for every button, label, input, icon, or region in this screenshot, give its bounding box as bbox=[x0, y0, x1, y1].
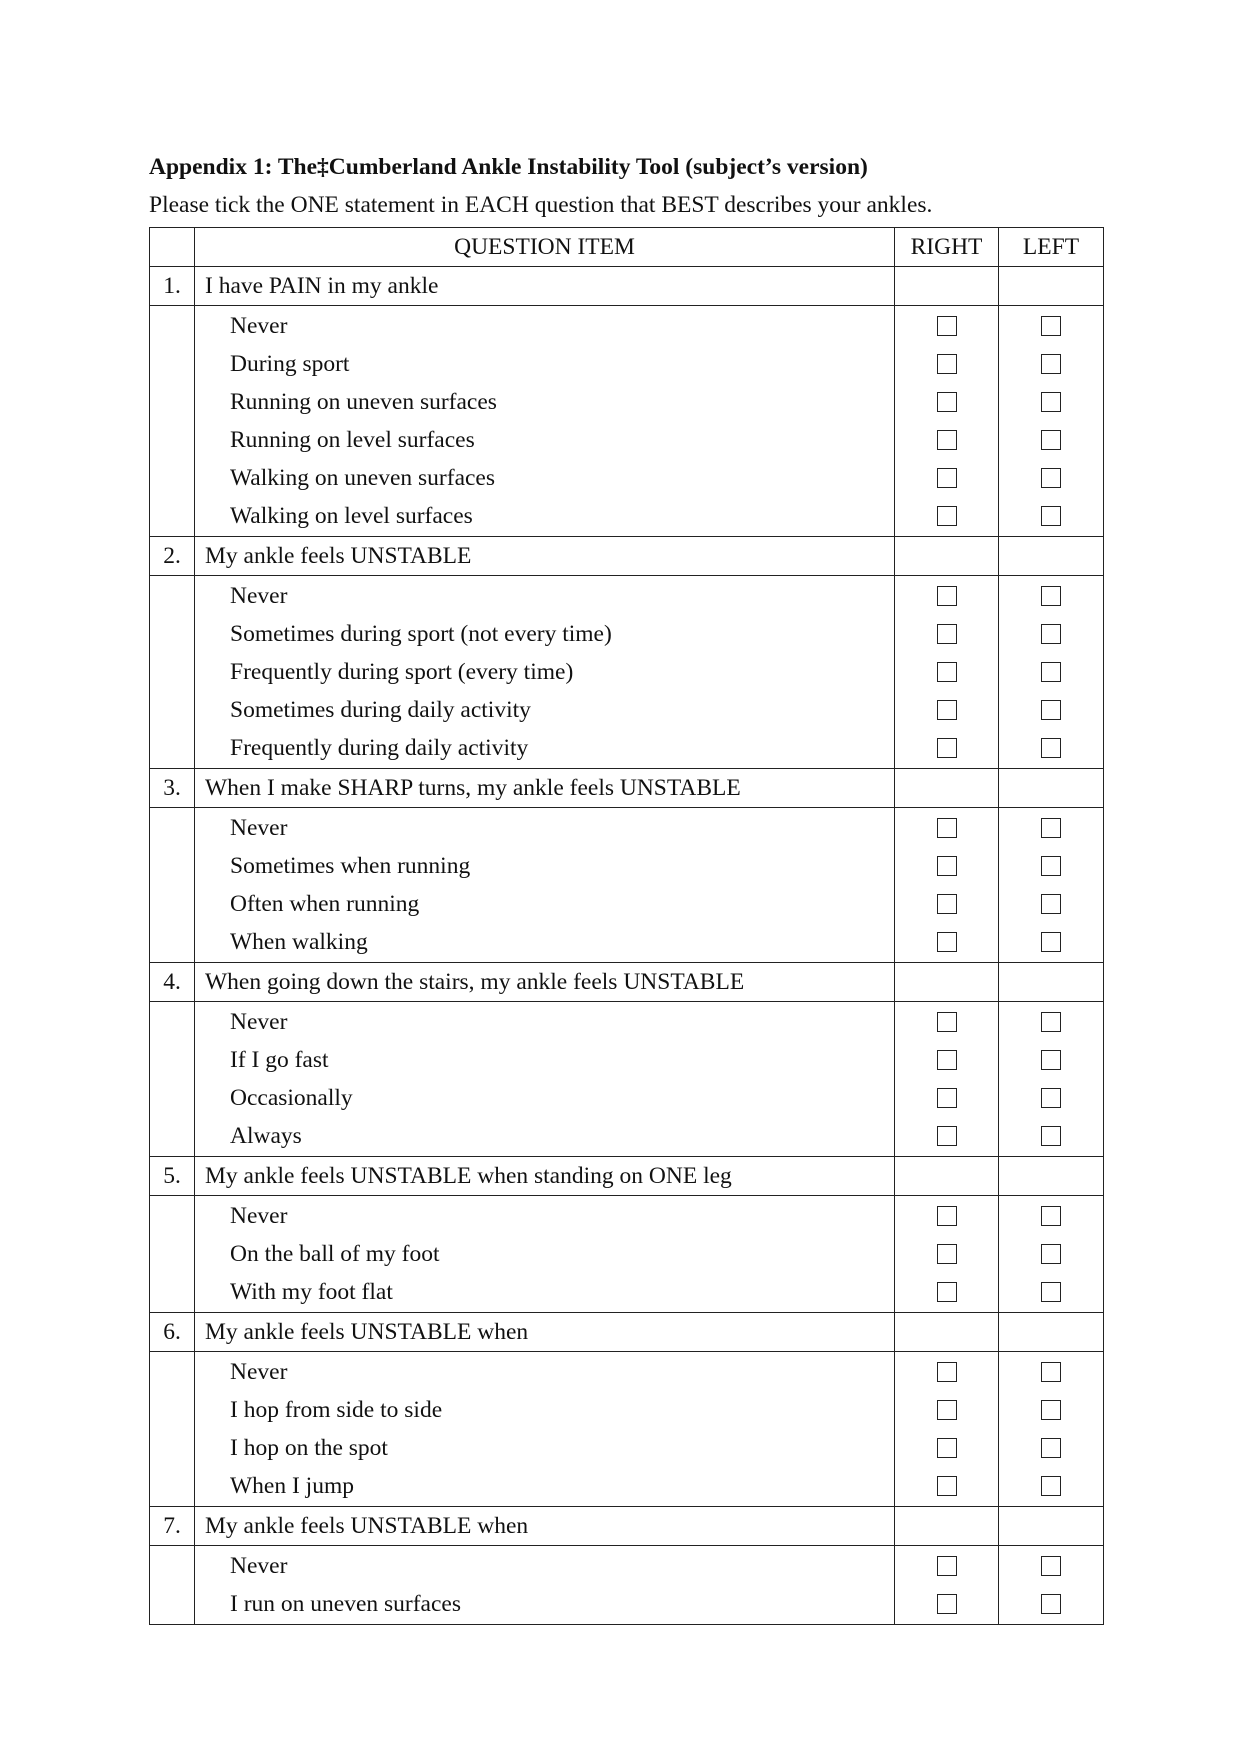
left-checkbox-cell bbox=[999, 1196, 1104, 1313]
option-label: Never bbox=[230, 1553, 288, 1579]
left-checkbox-cell bbox=[999, 306, 1104, 537]
left-checkbox[interactable] bbox=[1041, 354, 1061, 374]
left-checkbox[interactable] bbox=[1041, 586, 1061, 606]
left-checkbox[interactable] bbox=[1041, 1556, 1061, 1576]
left-checkbox-cell bbox=[999, 808, 1104, 963]
option-label: Sometimes during daily activity bbox=[230, 697, 531, 723]
right-box-wrap bbox=[895, 497, 998, 535]
right-box-wrap bbox=[895, 809, 998, 847]
right-checkbox[interactable] bbox=[937, 354, 957, 374]
right-box-wrap bbox=[895, 1467, 998, 1505]
left-box-wrap bbox=[999, 615, 1103, 653]
options-row-4 bbox=[150, 1002, 1104, 1157]
header-row bbox=[150, 228, 1104, 267]
left-checkbox[interactable] bbox=[1041, 1244, 1061, 1264]
right-checkbox[interactable] bbox=[937, 1556, 957, 1576]
left-checkbox[interactable] bbox=[1041, 738, 1061, 758]
header-blank bbox=[150, 228, 195, 267]
options-row-5 bbox=[150, 1196, 1104, 1313]
right-checkbox-cell bbox=[895, 1352, 999, 1507]
option-label: On the ball of my foot bbox=[230, 1241, 440, 1267]
right-checkbox[interactable] bbox=[937, 586, 957, 606]
number-cell-empty bbox=[150, 808, 195, 963]
left-checkbox-cell bbox=[999, 576, 1104, 769]
right-checkbox[interactable] bbox=[937, 818, 957, 838]
options-row-1 bbox=[150, 306, 1104, 537]
left-checkbox[interactable] bbox=[1041, 700, 1061, 720]
left-checkbox[interactable] bbox=[1041, 1050, 1061, 1070]
left-checkbox[interactable] bbox=[1041, 1400, 1061, 1420]
question-body bbox=[150, 267, 1104, 1625]
right-box-wrap bbox=[895, 1041, 998, 1079]
right-checkbox[interactable] bbox=[937, 1476, 957, 1496]
option-label: If I go fast bbox=[230, 1047, 329, 1073]
left-box-wrap bbox=[999, 307, 1103, 345]
left-box-wrap bbox=[999, 577, 1103, 615]
left-box-wrap bbox=[999, 497, 1103, 535]
options-row-6 bbox=[150, 1352, 1104, 1507]
left-checkbox-cell bbox=[999, 1352, 1104, 1507]
options-cell bbox=[195, 576, 895, 769]
right-checkbox[interactable] bbox=[937, 430, 957, 450]
question-row-6 bbox=[150, 1313, 1104, 1352]
left-checkbox[interactable] bbox=[1041, 932, 1061, 952]
right-checkbox-cell bbox=[895, 1002, 999, 1157]
right-checkbox[interactable] bbox=[937, 738, 957, 758]
question-text: When going down the stairs, my ankle feels UNSTABLE bbox=[195, 963, 895, 1002]
options-row-2 bbox=[150, 576, 1104, 769]
right-cell-empty bbox=[895, 963, 999, 1002]
right-checkbox[interactable] bbox=[937, 1126, 957, 1146]
option-label: Never bbox=[230, 1009, 288, 1035]
right-cell-empty bbox=[895, 1313, 999, 1352]
right-box-wrap bbox=[895, 1273, 998, 1311]
right-box-wrap bbox=[895, 615, 998, 653]
options-row-3 bbox=[150, 808, 1104, 963]
right-box-wrap bbox=[895, 459, 998, 497]
right-box-wrap bbox=[895, 345, 998, 383]
left-cell-empty bbox=[999, 769, 1104, 808]
left-box-wrap bbox=[999, 1003, 1103, 1041]
right-box-wrap bbox=[895, 847, 998, 885]
left-checkbox[interactable] bbox=[1041, 1012, 1061, 1032]
left-cell-empty bbox=[999, 1157, 1104, 1196]
right-checkbox[interactable] bbox=[937, 1088, 957, 1108]
left-checkbox[interactable] bbox=[1041, 1206, 1061, 1226]
right-checkbox[interactable] bbox=[937, 316, 957, 336]
right-checkbox[interactable] bbox=[937, 1244, 957, 1264]
left-checkbox[interactable] bbox=[1041, 430, 1061, 450]
option-label: Sometimes when running bbox=[230, 853, 471, 879]
option-label: Walking on uneven surfaces bbox=[230, 465, 496, 491]
right-box-wrap bbox=[895, 1117, 998, 1155]
right-checkbox[interactable] bbox=[937, 1282, 957, 1302]
left-checkbox[interactable] bbox=[1041, 506, 1061, 526]
question-row-7 bbox=[150, 1507, 1104, 1546]
left-box-wrap bbox=[999, 691, 1103, 729]
right-box-wrap bbox=[895, 577, 998, 615]
left-checkbox[interactable] bbox=[1041, 624, 1061, 644]
right-cell-empty bbox=[895, 1157, 999, 1196]
number-cell-empty bbox=[150, 1352, 195, 1507]
right-cell-empty bbox=[895, 537, 999, 576]
left-checkbox-cell bbox=[999, 1002, 1104, 1157]
left-box-wrap bbox=[999, 1273, 1103, 1311]
number-cell-empty bbox=[150, 306, 195, 537]
left-checkbox[interactable] bbox=[1041, 818, 1061, 838]
right-checkbox-cell bbox=[895, 1546, 999, 1625]
left-checkbox[interactable] bbox=[1041, 1438, 1061, 1458]
right-box-wrap bbox=[895, 653, 998, 691]
left-box-wrap bbox=[999, 383, 1103, 421]
option-label: Never bbox=[230, 1359, 288, 1385]
option-label: Occasionally bbox=[230, 1085, 353, 1111]
right-checkbox-cell bbox=[895, 1196, 999, 1313]
left-box-wrap bbox=[999, 885, 1103, 923]
left-box-wrap bbox=[999, 1547, 1103, 1585]
option-label: Never bbox=[230, 1203, 288, 1229]
right-checkbox[interactable] bbox=[937, 894, 957, 914]
right-box-wrap bbox=[895, 1003, 998, 1041]
question-text: When I make SHARP turns, my ankle feels UNSTABLE bbox=[195, 769, 895, 808]
option-label: Walking on level surfaces bbox=[230, 503, 473, 529]
question-number: 6. bbox=[150, 1313, 195, 1352]
option-label: Never bbox=[230, 815, 288, 841]
left-box-wrap bbox=[999, 345, 1103, 383]
question-text: My ankle feels UNSTABLE when bbox=[195, 1507, 895, 1546]
option-label: I hop from side to side bbox=[230, 1397, 443, 1423]
left-checkbox[interactable] bbox=[1041, 392, 1061, 412]
left-checkbox[interactable] bbox=[1041, 468, 1061, 488]
right-checkbox[interactable] bbox=[937, 1362, 957, 1382]
left-cell-empty bbox=[999, 267, 1104, 306]
left-box-wrap bbox=[999, 459, 1103, 497]
right-checkbox[interactable] bbox=[937, 468, 957, 488]
right-box-wrap bbox=[895, 1235, 998, 1273]
right-checkbox[interactable] bbox=[937, 1012, 957, 1032]
options-cell bbox=[195, 1352, 895, 1507]
left-box-wrap bbox=[999, 653, 1103, 691]
options-cell bbox=[195, 1002, 895, 1157]
option-label: When I jump bbox=[230, 1473, 354, 1499]
option-label: Never bbox=[230, 583, 288, 609]
right-box-wrap bbox=[895, 307, 998, 345]
right-box-wrap bbox=[895, 1197, 998, 1235]
left-box-wrap bbox=[999, 1079, 1103, 1117]
right-checkbox[interactable] bbox=[937, 624, 957, 644]
right-box-wrap bbox=[895, 729, 998, 767]
left-box-wrap bbox=[999, 809, 1103, 847]
option-label: During sport bbox=[230, 351, 350, 377]
question-row-2 bbox=[150, 537, 1104, 576]
left-checkbox[interactable] bbox=[1041, 856, 1061, 876]
left-box-wrap bbox=[999, 1391, 1103, 1429]
left-cell-empty bbox=[999, 537, 1104, 576]
question-number: 3. bbox=[150, 769, 195, 808]
options-cell bbox=[195, 808, 895, 963]
right-box-wrap bbox=[895, 1079, 998, 1117]
left-cell-empty bbox=[999, 1313, 1104, 1352]
right-checkbox[interactable] bbox=[937, 856, 957, 876]
question-text: My ankle feels UNSTABLE when standing on ONE leg bbox=[195, 1157, 895, 1196]
option-label: Running on uneven surfaces bbox=[230, 389, 497, 415]
left-box-wrap bbox=[999, 729, 1103, 767]
left-checkbox[interactable] bbox=[1041, 316, 1061, 336]
question-row-5 bbox=[150, 1157, 1104, 1196]
options-row-7 bbox=[150, 1546, 1104, 1625]
option-label: Running on level surfaces bbox=[230, 427, 475, 453]
right-box-wrap bbox=[895, 1429, 998, 1467]
right-box-wrap bbox=[895, 1547, 998, 1585]
question-number: 7. bbox=[150, 1507, 195, 1546]
left-box-wrap bbox=[999, 1467, 1103, 1505]
right-box-wrap bbox=[895, 1353, 998, 1391]
document-title: Appendix 1: The‡Cumberland Ankle Instability Tool (subject’s version) bbox=[149, 154, 868, 180]
question-row-4 bbox=[150, 963, 1104, 1002]
header-left: LEFT bbox=[999, 228, 1104, 267]
option-label: Sometimes during sport (not every time) bbox=[230, 621, 612, 647]
number-cell-empty bbox=[150, 1002, 195, 1157]
option-label: Frequently during sport (every time) bbox=[230, 659, 574, 685]
left-cell-empty bbox=[999, 963, 1104, 1002]
option-label: I run on uneven surfaces bbox=[230, 1591, 461, 1617]
left-box-wrap bbox=[999, 847, 1103, 885]
header-question-item: QUESTION ITEM bbox=[195, 228, 895, 267]
right-checkbox[interactable] bbox=[937, 1400, 957, 1420]
left-box-wrap bbox=[999, 923, 1103, 961]
right-cell-empty bbox=[895, 769, 999, 808]
right-checkbox[interactable] bbox=[937, 1206, 957, 1226]
question-text: I have PAIN in my ankle bbox=[195, 267, 895, 306]
left-checkbox[interactable] bbox=[1041, 1282, 1061, 1302]
number-cell-empty bbox=[150, 1196, 195, 1313]
option-label: When walking bbox=[230, 929, 368, 955]
right-cell-empty bbox=[895, 1507, 999, 1546]
option-label: I hop on the spot bbox=[230, 1435, 388, 1461]
instruction-text: Please tick the ONE statement in EACH question that BEST describes your ankles. bbox=[149, 192, 933, 218]
left-box-wrap bbox=[999, 1429, 1103, 1467]
option-label: Frequently during daily activity bbox=[230, 735, 529, 761]
options-cell bbox=[195, 1196, 895, 1313]
options-cell bbox=[195, 1546, 895, 1625]
right-checkbox[interactable] bbox=[937, 1594, 957, 1614]
right-box-wrap bbox=[895, 421, 998, 459]
right-box-wrap bbox=[895, 1585, 998, 1623]
right-checkbox-cell bbox=[895, 306, 999, 537]
question-number: 5. bbox=[150, 1157, 195, 1196]
left-box-wrap bbox=[999, 1235, 1103, 1273]
left-box-wrap bbox=[999, 1585, 1103, 1623]
right-box-wrap bbox=[895, 383, 998, 421]
left-checkbox[interactable] bbox=[1041, 1126, 1061, 1146]
question-row-1 bbox=[150, 267, 1104, 306]
right-box-wrap bbox=[895, 691, 998, 729]
left-box-wrap bbox=[999, 1117, 1103, 1155]
right-checkbox-cell bbox=[895, 808, 999, 963]
number-cell-empty bbox=[150, 1546, 195, 1625]
right-cell-empty bbox=[895, 267, 999, 306]
left-box-wrap bbox=[999, 1353, 1103, 1391]
left-checkbox[interactable] bbox=[1041, 662, 1061, 682]
question-text: My ankle feels UNSTABLE bbox=[195, 537, 895, 576]
left-box-wrap bbox=[999, 421, 1103, 459]
question-number: 1. bbox=[150, 267, 195, 306]
header-right: RIGHT bbox=[895, 228, 999, 267]
right-checkbox[interactable] bbox=[937, 1438, 957, 1458]
left-checkbox[interactable] bbox=[1041, 894, 1061, 914]
left-checkbox[interactable] bbox=[1041, 1476, 1061, 1496]
right-checkbox[interactable] bbox=[937, 392, 957, 412]
option-label: With my foot flat bbox=[230, 1279, 393, 1305]
question-text: My ankle feels UNSTABLE when bbox=[195, 1313, 895, 1352]
left-box-wrap bbox=[999, 1041, 1103, 1079]
question-row-3 bbox=[150, 769, 1104, 808]
right-checkbox[interactable] bbox=[937, 700, 957, 720]
right-checkbox[interactable] bbox=[937, 1050, 957, 1070]
right-checkbox[interactable] bbox=[937, 662, 957, 682]
question-number: 4. bbox=[150, 963, 195, 1002]
right-box-wrap bbox=[895, 885, 998, 923]
questionnaire-table bbox=[149, 227, 1104, 1625]
options-cell bbox=[195, 306, 895, 537]
right-checkbox[interactable] bbox=[937, 506, 957, 526]
left-checkbox[interactable] bbox=[1041, 1362, 1061, 1382]
left-checkbox[interactable] bbox=[1041, 1594, 1061, 1614]
option-label: Often when running bbox=[230, 891, 420, 917]
left-checkbox-cell bbox=[999, 1546, 1104, 1625]
right-box-wrap bbox=[895, 923, 998, 961]
number-cell-empty bbox=[150, 576, 195, 769]
left-checkbox[interactable] bbox=[1041, 1088, 1061, 1108]
left-box-wrap bbox=[999, 1197, 1103, 1235]
right-box-wrap bbox=[895, 1391, 998, 1429]
option-label: Never bbox=[230, 313, 288, 339]
option-label: Always bbox=[230, 1123, 302, 1149]
right-checkbox[interactable] bbox=[937, 932, 957, 952]
right-checkbox-cell bbox=[895, 576, 999, 769]
left-cell-empty bbox=[999, 1507, 1104, 1546]
question-number: 2. bbox=[150, 537, 195, 576]
